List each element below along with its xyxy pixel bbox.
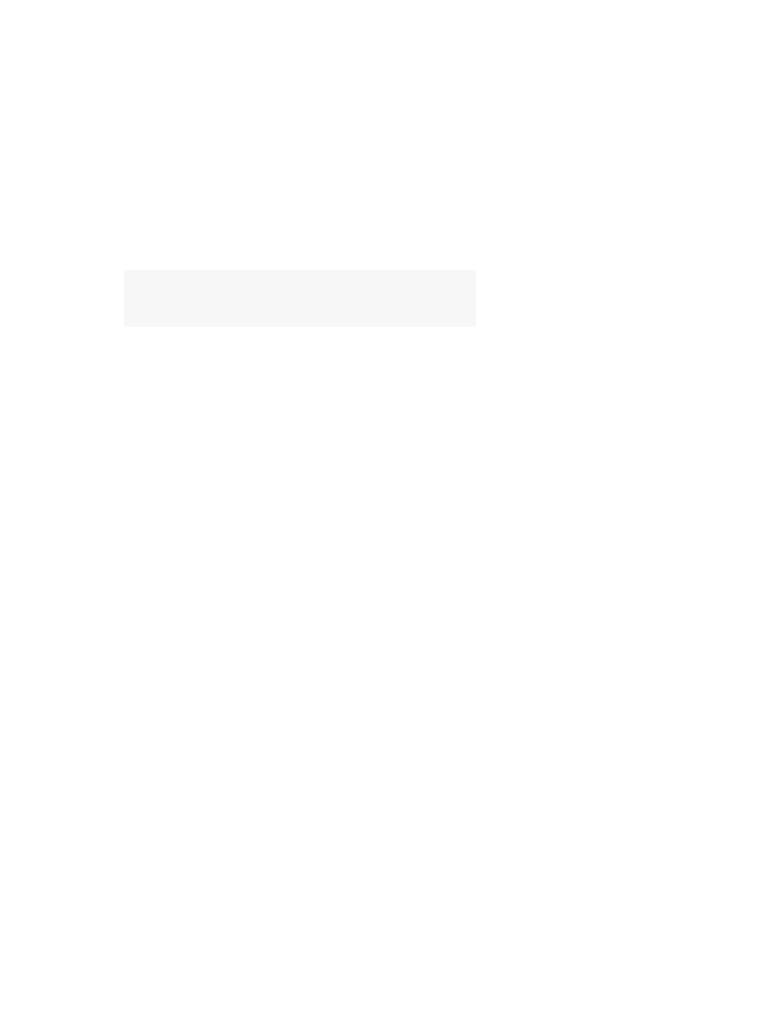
code-block [124,270,476,327]
